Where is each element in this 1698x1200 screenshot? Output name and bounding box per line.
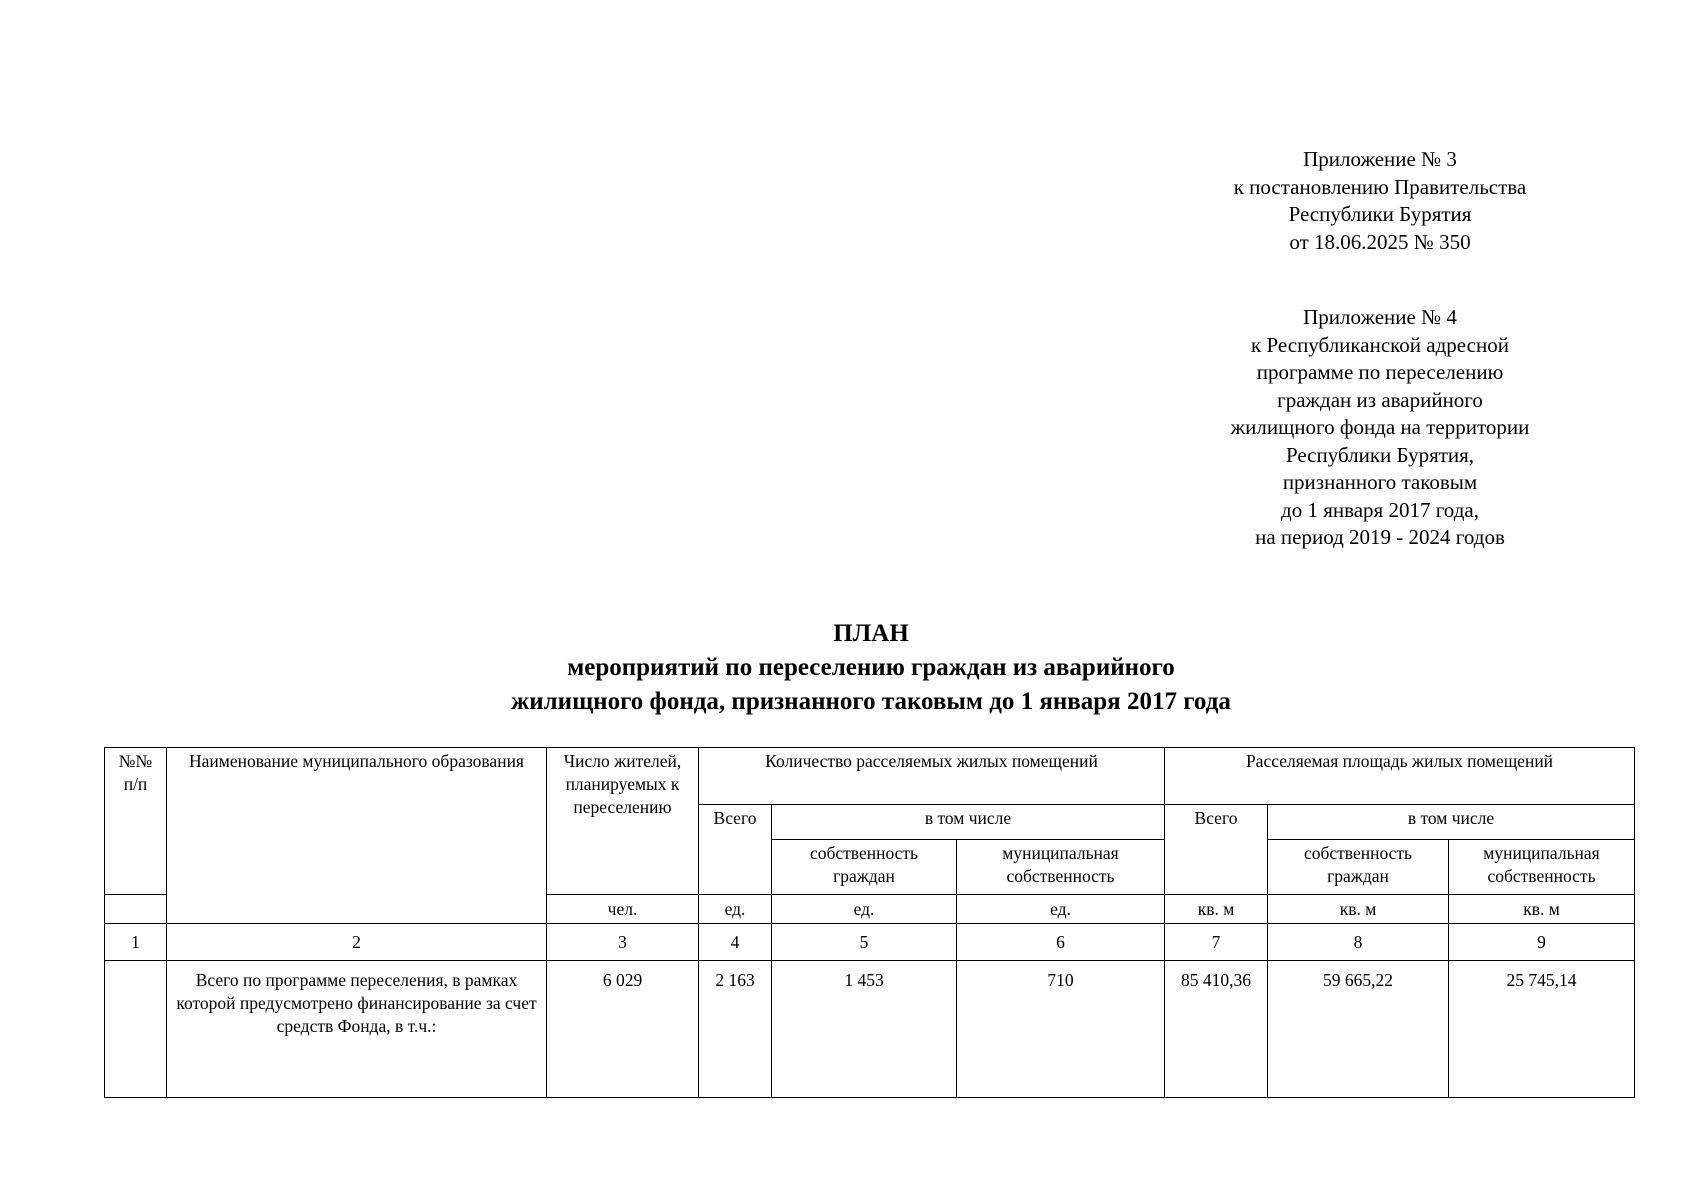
unit-num-empty	[105, 895, 167, 924]
column-number: 5	[772, 924, 957, 961]
annex-4-line: жилищного фонда на территории	[1230, 415, 1530, 439]
title-line-3: жилищного фонда, признанного таковым до 1 января 2017 года	[511, 688, 1231, 715]
column-number: 7	[1165, 924, 1268, 961]
annex-3-line: от 18.06.2025 № 350	[1289, 229, 1471, 254]
header-rooms-group: Количество расселяемых жилых помещений	[699, 748, 1165, 805]
total-rooms-municipal: 710	[957, 961, 1165, 1098]
annex-4-block	[1180, 304, 1580, 552]
column-number: 6	[957, 924, 1165, 961]
total-area-municipal: 25 745,14	[1449, 961, 1635, 1098]
unit-rooms-citizens: ед.	[772, 895, 957, 924]
column-number: 3	[547, 924, 699, 961]
column-number: 1	[105, 924, 167, 961]
header-rooms-including: в том числе	[772, 805, 1165, 840]
resettlement-plan-table	[104, 747, 1635, 1098]
header-rooms-total: Всего	[699, 805, 772, 895]
header-area-municipal: муниципальная собственность	[1449, 840, 1635, 895]
column-number: 8	[1268, 924, 1449, 961]
total-rooms-citizens: 1 453	[772, 961, 957, 1098]
total-row	[105, 961, 1635, 1098]
column-number: 4	[699, 924, 772, 961]
header-area-including: в том числе	[1268, 805, 1635, 840]
total-area-citizens: 59 665,22	[1268, 961, 1449, 1098]
annex-4-line: Приложение № 4	[1303, 305, 1457, 329]
unit-rooms-total: ед.	[699, 895, 772, 924]
total-name: Всего по программе переселения, в рамках которой предусмотрено финансирование за счет средств Фонда, в т.ч.:	[167, 961, 547, 1098]
column-number: 9	[1449, 924, 1635, 961]
annex-4-line: до 1 января 2017 года,	[1281, 497, 1479, 522]
header-num: №№ п/п	[105, 748, 167, 895]
header-area-citizens: собственность граждан	[1268, 840, 1449, 895]
header-area-total: Всего	[1165, 805, 1268, 895]
annex-4-line: Республики Бурятия,	[1285, 442, 1475, 467]
annex-3-line: Республики Бурятия	[1288, 202, 1472, 226]
column-number: 2	[167, 924, 547, 961]
header-residents: Число жителей, планируемых к переселению	[547, 748, 699, 895]
annex-4-line: к Республиканской адресной	[1251, 332, 1509, 357]
annex-3-line: Приложение № 3	[1303, 147, 1457, 171]
document-title	[96, 617, 1646, 719]
annex-4-line: граждан из аварийного	[1277, 387, 1483, 412]
annex-4-line: программе по переселению	[1256, 360, 1504, 384]
header-rooms-municipal: муниципальная собственность	[957, 840, 1165, 895]
unit-area-citizens: кв. м	[1268, 895, 1449, 924]
total-area: 85 410,36	[1165, 961, 1268, 1098]
total-rooms: 2 163	[699, 961, 772, 1098]
title-plan: ПЛАН	[833, 620, 909, 647]
total-num	[105, 961, 167, 1098]
title-line-2: мероприятий по переселению граждан из аварийного	[567, 654, 1175, 681]
annex-4-line: на период 2019 - 2024 годов	[1255, 525, 1505, 549]
total-residents: 6 029	[547, 961, 699, 1098]
unit-area-total: кв. м	[1165, 895, 1268, 924]
unit-residents: чел.	[547, 895, 699, 924]
unit-area-municipal: кв. м	[1449, 895, 1635, 924]
header-rooms-citizens: собственность граждан	[772, 840, 957, 895]
unit-rooms-municipal: ед.	[957, 895, 1165, 924]
header-name: Наименование муниципального образования	[167, 748, 547, 924]
column-number-row	[105, 924, 1635, 961]
header-area-group: Расселяемая площадь жилых помещений	[1165, 748, 1635, 805]
annex-4-line: признанного таковым	[1282, 470, 1478, 494]
annex-3-block	[1180, 146, 1580, 256]
annex-3-line: к постановлению Правительства	[1233, 174, 1527, 199]
